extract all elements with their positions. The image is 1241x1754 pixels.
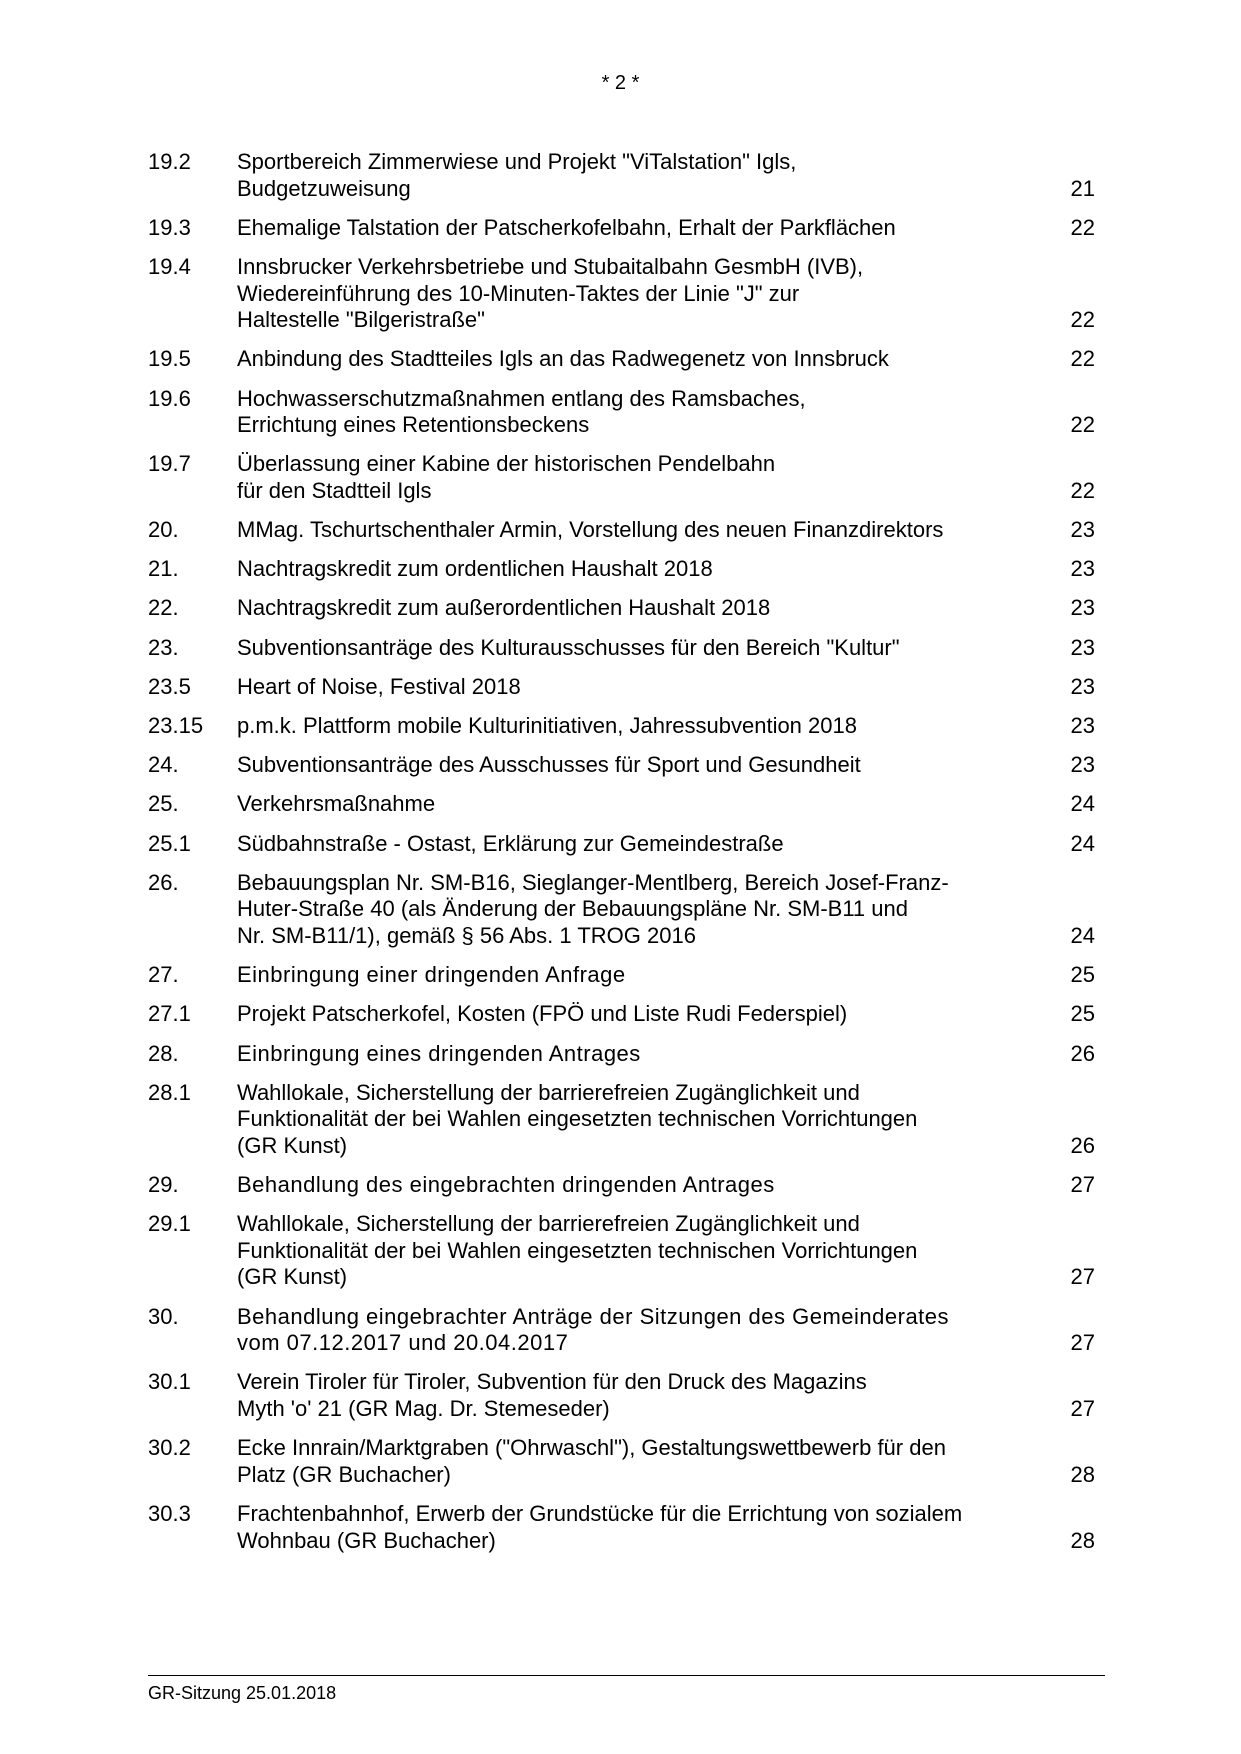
- toc-entry: [148, 831, 1095, 858]
- toc-entry-title: Behandlung eingebrachter Anträge der Sitzungen des Gemeinderates vom 07.12.2017 und 20.04.2017: [237, 1303, 950, 1356]
- toc-entry-number: 22.: [148, 595, 179, 621]
- toc-entry-title: Nachtragskredit zum außerordentlichen Haushalt 2018: [237, 595, 771, 621]
- toc-entry-title: Ecke Innrain/Marktgraben ("Ohrwaschl"), Gestaltungswettbewerb für den Platz (GR Buchacher): [237, 1435, 946, 1487]
- toc-entry: [148, 1501, 1095, 1554]
- toc-entry-page: 26: [1070, 1040, 1095, 1066]
- toc-entry-number: 19.4: [148, 253, 191, 279]
- toc-entry-page: 23: [1070, 517, 1095, 543]
- toc-entry: [148, 1001, 1095, 1028]
- toc-entry: [148, 346, 1095, 373]
- toc-entry-page: 21: [1070, 175, 1095, 201]
- toc-entry: [148, 556, 1095, 583]
- toc-entry-title: Anbindung des Stadtteiles Igls an das Radwegenetz von Innsbruck: [237, 346, 889, 372]
- toc-entry-page: 24: [1070, 922, 1095, 948]
- toc-entry-title: Hochwasserschutzmaßnahmen entlang des Ramsbaches, Errichtung eines Retentionsbeckens: [237, 385, 806, 438]
- toc-entry: [148, 1172, 1095, 1199]
- toc-entry-number: 19.7: [148, 451, 191, 477]
- toc-entry-page: 27: [1070, 1396, 1095, 1422]
- toc-entry-title: Sportbereich Zimmerwiese und Projekt "ViTalstation" Igls, Budgetzuweisung: [237, 149, 797, 201]
- toc-entry-title: Innsbrucker Verkehrsbetriebe und Stubaitalbahn GesmbH (IVB), Wiedereinführung des 10-Minuten-Taktes der Linie "J" zur Haltestelle "Bilgeristraße": [237, 253, 864, 333]
- toc-entry: [148, 870, 1095, 950]
- toc-entry-number: 28.1: [148, 1079, 191, 1105]
- toc-entry-title: p.m.k. Plattform mobile Kulturinitiativen, Jahressubvention 2018: [237, 713, 857, 739]
- toc-entry-number: 23.5: [148, 673, 191, 699]
- toc-entry-page: 23: [1070, 713, 1095, 739]
- toc-entry-title: Südbahnstraße - Ostast, Erklärung zur Gemeindestraße: [237, 830, 784, 856]
- toc-entry-page: 22: [1070, 214, 1095, 240]
- toc-entry: [148, 595, 1095, 622]
- toc-entry-page: 26: [1070, 1132, 1095, 1158]
- toc-entry-title: Verein Tiroler für Tiroler, Subvention für den Druck des Magazins Myth 'o' 21 (GR Mag. Dr. Stemeseder): [237, 1369, 867, 1422]
- toc-entry: [148, 1080, 1095, 1160]
- toc-entry-page: 23: [1070, 595, 1095, 621]
- toc-entry-page: 22: [1070, 307, 1095, 333]
- toc-entry-page: 27: [1070, 1172, 1095, 1198]
- toc-entry-number: 23.: [148, 634, 179, 660]
- toc-entry-title: Ehemalige Talstation der Patscherkofelbahn, Erhalt der Parkflächen: [237, 214, 896, 240]
- toc-entry-title: Wahllokale, Sicherstellung der barrierefreien Zugänglichkeit und Funktionalität der bei Wahlen eingesetzten technischen Vorrichtungen (GR Kunst): [237, 1079, 918, 1158]
- toc-entry: [148, 517, 1095, 544]
- toc-entry: [148, 635, 1095, 662]
- toc-entry-page: 22: [1070, 412, 1095, 438]
- toc-entry-title: Nachtragskredit zum ordentlichen Haushalt 2018: [237, 556, 713, 582]
- toc-entry: [148, 254, 1095, 334]
- toc-entry-number: 29.1: [148, 1211, 191, 1237]
- toc-entry-title: MMag. Tschurtschenthaler Armin, Vorstellung des neuen Finanzdirektors: [237, 517, 944, 543]
- toc-entry-page: 24: [1070, 830, 1095, 856]
- toc-entry-page: 22: [1070, 477, 1095, 503]
- toc-entry-number: 19.6: [148, 385, 191, 411]
- toc-entry: [148, 1304, 1095, 1357]
- toc-entry-page: 25: [1070, 1001, 1095, 1027]
- toc-entry-page: 23: [1070, 673, 1095, 699]
- toc-entry-number: 28.: [148, 1040, 179, 1066]
- toc-entry: [148, 674, 1095, 701]
- footer-session-label: GR-Sitzung 25.01.2018: [148, 1683, 337, 1703]
- toc-entry-title: Subventionsanträge des Kulturausschusses für den Bereich "Kultur": [237, 634, 900, 660]
- toc-entry-title: Behandlung des eingebrachten dringenden Antrages: [237, 1172, 775, 1198]
- toc-entry-title: Frachtenbahnhof, Erwerb der Grundstücke für die Errichtung von sozialem Wohnbau (GR Buchacher): [237, 1501, 963, 1553]
- toc-entry-number: 27.: [148, 962, 179, 988]
- toc-entry-number: 19.3: [148, 214, 191, 240]
- toc-entry-number: 30.3: [148, 1501, 191, 1526]
- toc-entry-title: Projekt Patscherkofel, Kosten (FPÖ und Liste Rudi Federspiel): [237, 1001, 848, 1027]
- table-of-contents: [148, 149, 1095, 1567]
- toc-entry-number: 29.: [148, 1172, 179, 1198]
- toc-entry: [148, 752, 1095, 779]
- toc-entry-title: Heart of Noise, Festival 2018: [237, 673, 521, 699]
- toc-entry-page: 25: [1070, 962, 1095, 988]
- toc-entry-title: Einbringung einer dringenden Anfrage: [237, 962, 626, 988]
- toc-entry-number: 25.1: [148, 830, 191, 856]
- toc-entry-number: 27.1: [148, 1001, 191, 1027]
- toc-entry-number: 30.1: [148, 1369, 191, 1395]
- toc-entry-page: 22: [1070, 346, 1095, 372]
- toc-entry-page: 23: [1070, 752, 1095, 778]
- toc-entry-number: 19.5: [148, 346, 191, 372]
- toc-entry-number: 24.: [148, 752, 179, 778]
- toc-entry: [148, 149, 1095, 202]
- toc-entry: [148, 1211, 1095, 1291]
- toc-entry-number: 19.2: [148, 149, 191, 174]
- toc-entry-number: 26.: [148, 869, 179, 895]
- footer-divider: [148, 1675, 1105, 1676]
- toc-entry-page: 28: [1070, 1527, 1095, 1553]
- toc-entry-title: Überlassung einer Kabine der historischen Pendelbahn für den Stadtteil Igls: [237, 451, 776, 503]
- toc-entry-page: 23: [1070, 556, 1095, 582]
- toc-entry-title: Subventionsanträge des Ausschusses für Sport und Gesundheit: [237, 752, 861, 778]
- toc-entry: [148, 1369, 1095, 1422]
- toc-entry-number: 30.2: [148, 1435, 191, 1461]
- toc-entry-number: 23.15: [148, 713, 204, 739]
- toc-entry: [148, 451, 1095, 504]
- toc-entry-page: 27: [1070, 1330, 1095, 1356]
- toc-entry-page: 24: [1070, 791, 1095, 817]
- toc-entry: [148, 215, 1095, 242]
- toc-entry-page: 28: [1070, 1461, 1095, 1487]
- toc-entry: [148, 1435, 1095, 1488]
- toc-entry: [148, 962, 1095, 989]
- toc-entry: [148, 791, 1095, 818]
- toc-entry-title: Bebauungsplan Nr. SM-B16, Sieglanger-Mentlberg, Bereich Josef-Franz- Huter-Straße 40 (als Änderung der Bebauungspläne Nr. SM-B11 und Nr. SM-B11/1), gemäß § 56 Abs. 1 TROG 2016: [237, 869, 949, 948]
- toc-entry-number: 20.: [148, 517, 179, 543]
- toc-entry: [148, 386, 1095, 439]
- toc-entry-title: Einbringung eines dringenden Antrages: [237, 1040, 641, 1066]
- toc-entry-title: Wahllokale, Sicherstellung der barrierefreien Zugänglichkeit und Funktionalität der bei Wahlen eingesetzten technischen Vorrichtungen (GR Kunst): [237, 1211, 918, 1290]
- page-number: * 2 *: [601, 72, 640, 94]
- toc-entry: [148, 1041, 1095, 1068]
- toc-entry: [148, 713, 1095, 740]
- toc-entry-number: 30.: [148, 1303, 179, 1329]
- toc-entry-page: 23: [1070, 634, 1095, 660]
- toc-entry-title: Verkehrsmaßnahme: [237, 791, 436, 817]
- toc-entry-number: 21.: [148, 556, 179, 582]
- toc-entry-page: 27: [1070, 1264, 1095, 1290]
- toc-entry-number: 25.: [148, 791, 179, 817]
